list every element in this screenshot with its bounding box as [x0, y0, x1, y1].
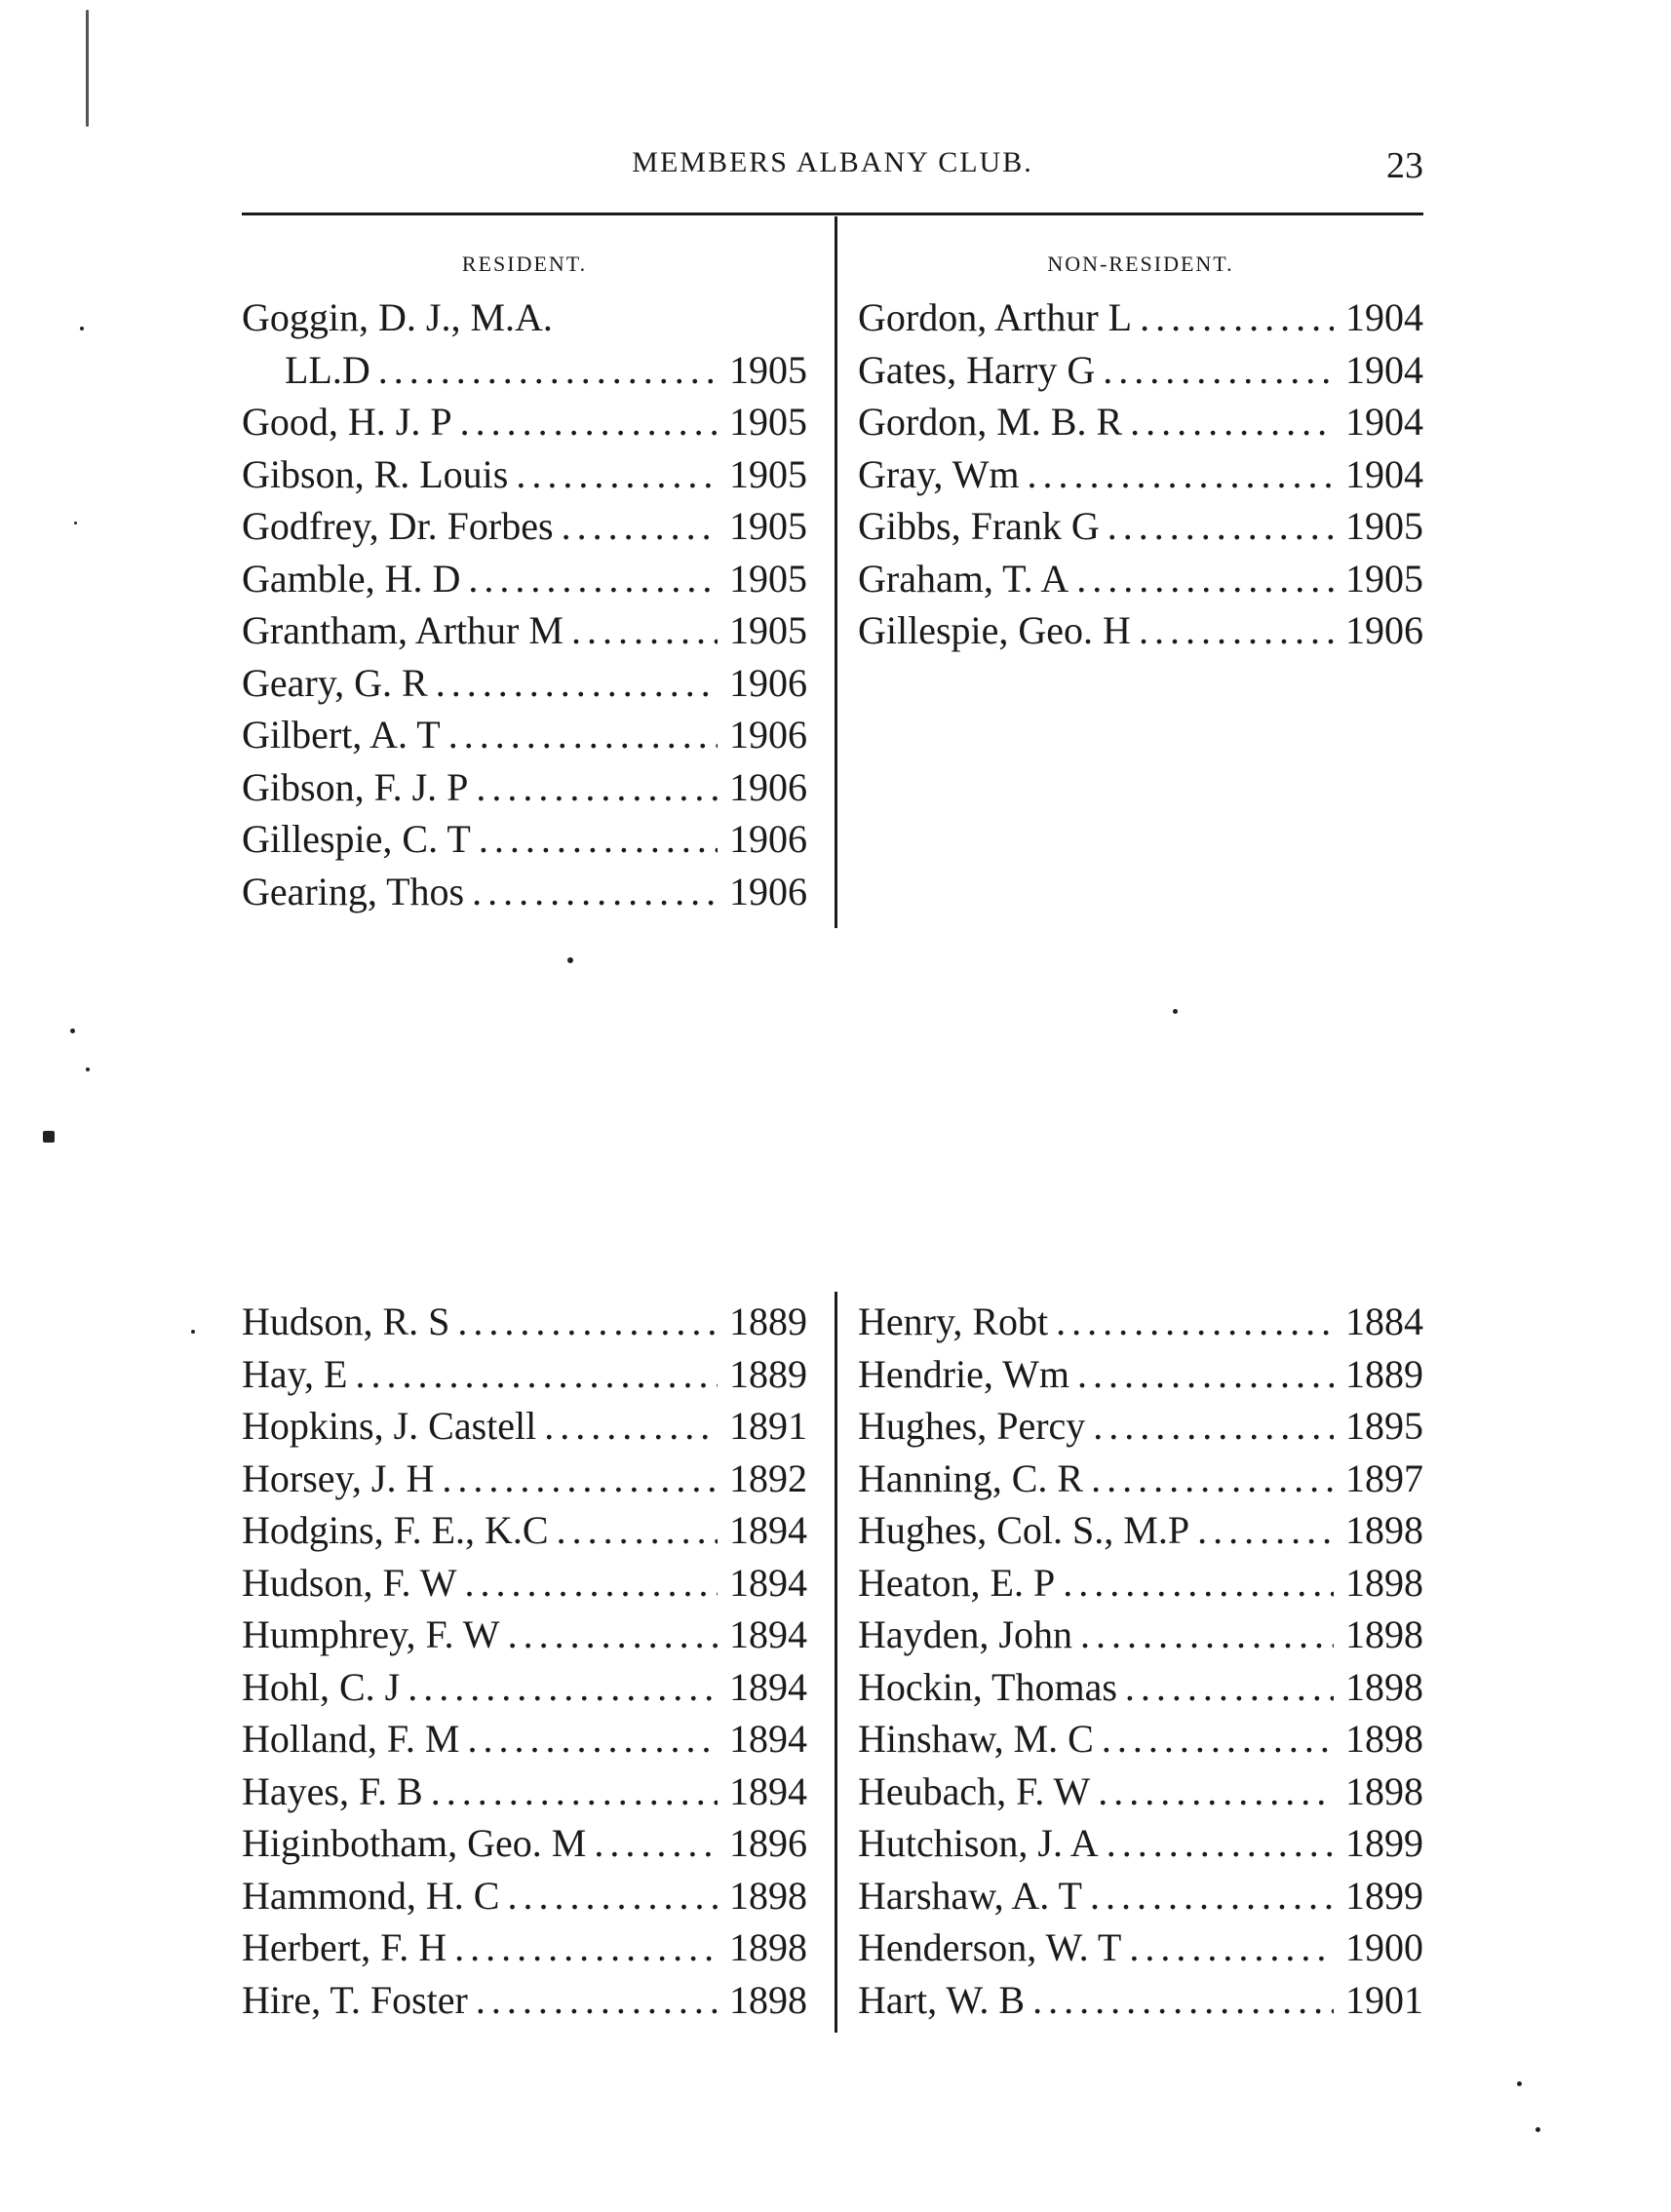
member-name: Gamble, H. D: [242, 556, 461, 601]
leader-dots: [1063, 1560, 1334, 1606]
leader-dots: [1056, 1299, 1334, 1344]
member-entry: [858, 1820, 1423, 1873]
member-entry: [858, 1299, 1423, 1351]
scan-speck: [70, 1028, 75, 1033]
member-name: Godfrey, Dr. Forbes: [242, 504, 554, 548]
leader-dots: [1093, 1403, 1334, 1449]
member-entry: [242, 1351, 807, 1404]
member-name: Gates, Harry G: [858, 347, 1096, 392]
member-name: Gilbert, A. T: [242, 713, 441, 757]
resident-h-list: [242, 1299, 807, 2029]
member-name: Gibbs, Frank G: [858, 504, 1100, 548]
leader-dots: [1090, 1873, 1334, 1919]
member-name: Gordon, M. B. R: [858, 400, 1123, 444]
member-entry: [242, 1716, 807, 1768]
resident-column-label: RESIDENT.: [461, 252, 588, 276]
member-name: Harshaw, A. T: [858, 1873, 1082, 1918]
leader-dots: [1103, 347, 1334, 393]
member-name: Hendrie, Wm: [858, 1351, 1069, 1396]
leader-dots: [460, 399, 718, 445]
scan-speck: [1173, 1009, 1178, 1014]
leader-dots: [1102, 1716, 1334, 1762]
member-entry: [858, 1977, 1423, 2030]
leader-dots: [1129, 1924, 1334, 1970]
member-year: 1891: [729, 1404, 807, 1448]
member-entry: [858, 556, 1423, 608]
member-year: 1904: [1345, 347, 1423, 392]
member-entry: [858, 503, 1423, 556]
member-name: Hughes, Col. S., M.P: [858, 1508, 1190, 1552]
leader-dots: [516, 451, 718, 497]
member-name: Hanning, C. R: [858, 1455, 1084, 1500]
member-year: 1905: [1345, 556, 1423, 601]
member-name: Hire, T. Foster: [242, 1977, 468, 2022]
scan-speck: [1535, 2127, 1540, 2132]
member-year: 1898: [1345, 1508, 1423, 1552]
member-name: Gordon, Arthur L: [858, 295, 1133, 339]
leader-dots: [507, 1873, 718, 1919]
member-entry: [242, 764, 807, 817]
member-year: 1894: [729, 1717, 807, 1761]
member-entry: [242, 399, 807, 451]
member-entry: [242, 660, 807, 713]
member-name: Gibson, F. J. P: [242, 764, 469, 809]
member-entry: [858, 1455, 1423, 1508]
member-year: 1898: [1345, 1717, 1423, 1761]
member-name: Hughes, Percy: [858, 1404, 1086, 1448]
leader-dots: [508, 1611, 718, 1657]
member-name: Hudson, R. S: [242, 1300, 450, 1343]
leader-dots: [1107, 1820, 1334, 1866]
member-year: 1898: [1345, 1612, 1423, 1656]
leader-dots: [557, 1507, 718, 1553]
leader-dots: [544, 1403, 718, 1449]
member-entry: [858, 1351, 1423, 1404]
member-entry: [858, 451, 1423, 504]
member-entry: [858, 347, 1423, 400]
member-year: 1896: [729, 1821, 807, 1865]
leader-dots: [1108, 503, 1334, 549]
non-resident-column-label: NON-RESIDENT.: [1047, 252, 1234, 276]
member-year: 1900: [1345, 1925, 1423, 1969]
page-number: 23: [1386, 145, 1423, 186]
member-name: Henry, Robt: [858, 1300, 1049, 1343]
member-entry: [858, 1664, 1423, 1717]
member-name: Good, H. J. P: [242, 400, 452, 444]
member-entry: [242, 556, 807, 608]
leader-dots: [465, 1560, 718, 1606]
member-entry: [858, 607, 1423, 660]
member-name: Hockin, Thomas: [858, 1664, 1117, 1709]
member-name: Heaton, E. P: [858, 1560, 1056, 1605]
member-name: LL.D: [285, 347, 370, 392]
member-year: 1905: [729, 347, 807, 392]
member-entry: [858, 294, 1423, 347]
leader-dots: [562, 503, 718, 549]
member-year: 1906: [729, 764, 807, 809]
member-year: 1904: [1345, 400, 1423, 444]
member-entry: [858, 1611, 1423, 1664]
member-year: 1904: [1345, 451, 1423, 496]
member-name: Hudson, F. W: [242, 1560, 457, 1605]
member-year: 1898: [1345, 1560, 1423, 1605]
member-entry: [858, 1716, 1423, 1768]
scan-speck: [567, 957, 573, 963]
member-entry: [242, 347, 807, 400]
leader-dots: [1032, 1977, 1334, 2023]
member-year: 1906: [729, 817, 807, 861]
member-entry: [858, 1560, 1423, 1612]
member-entry: [242, 1873, 807, 1925]
leader-dots: [476, 764, 718, 810]
leader-dots: [1076, 556, 1334, 602]
member-year: 1889: [1345, 1351, 1423, 1396]
member-year: 1901: [1345, 1977, 1423, 2022]
member-entry: [242, 869, 807, 921]
leader-dots: [1080, 1611, 1334, 1657]
member-name: Hohl, C. J: [242, 1664, 401, 1709]
non-resident-g-list: [858, 294, 1423, 660]
member-entry: [858, 1924, 1423, 1977]
member-year: 1905: [729, 504, 807, 548]
member-year: 1905: [1345, 504, 1423, 548]
member-entry: [858, 1403, 1423, 1455]
member-entry: [242, 1299, 807, 1351]
member-entry: [242, 1664, 807, 1717]
member-year: 1884: [1345, 1300, 1423, 1343]
member-year: 1894: [729, 1612, 807, 1656]
member-name: Hay, E: [242, 1351, 348, 1396]
member-year: 1894: [729, 1560, 807, 1605]
member-entry: [242, 607, 807, 660]
member-name: Holland, F. M: [242, 1717, 460, 1761]
member-entry: [242, 1977, 807, 2030]
leader-dots: [468, 556, 718, 602]
member-year: 1898: [729, 1977, 807, 2022]
member-year: 1905: [729, 400, 807, 444]
member-entry: [242, 503, 807, 556]
member-year: 1905: [729, 608, 807, 652]
leader-dots: [1139, 607, 1334, 653]
member-year: 1894: [729, 1664, 807, 1709]
member-entry: [858, 1768, 1423, 1821]
member-name: Gibson, R. Louis: [242, 451, 509, 496]
member-year: 1894: [729, 1508, 807, 1552]
member-entry: [242, 294, 807, 347]
leader-dots: [1091, 1455, 1334, 1501]
member-name: Grantham, Arthur M: [242, 608, 563, 652]
scan-mark: [86, 10, 89, 127]
leader-dots: [1028, 451, 1334, 497]
member-entry: [242, 451, 807, 504]
leader-dots: [378, 347, 718, 393]
member-entry: [242, 1403, 807, 1455]
member-year: 1906: [1345, 608, 1423, 652]
scan-speck: [80, 327, 84, 330]
member-name: Hutchison, J. A: [858, 1821, 1099, 1865]
resident-g-list: [242, 294, 807, 920]
member-year: 1898: [729, 1925, 807, 1969]
member-name: Higinbotham, Geo. M: [242, 1821, 587, 1865]
non-resident-h-list: [858, 1299, 1423, 2029]
member-year: 1905: [729, 451, 807, 496]
member-entry: [242, 1455, 807, 1508]
member-year: 1898: [1345, 1768, 1423, 1813]
member-year: 1892: [729, 1455, 807, 1500]
member-name: Gillespie, C. T: [242, 817, 471, 861]
member-entry: [242, 1768, 807, 1821]
scan-speck: [191, 1330, 195, 1334]
member-name: Hayes, F. B: [242, 1768, 423, 1813]
member-name: Gray, Wm: [858, 451, 1020, 496]
column-divider-bottom: [835, 1292, 837, 2033]
member-entry: [242, 1611, 807, 1664]
member-name: Graham, T. A: [858, 556, 1069, 601]
member-name: Hopkins, J. Castell: [242, 1404, 537, 1448]
member-year: 1897: [1345, 1455, 1423, 1500]
leader-dots: [467, 1716, 718, 1762]
leader-dots: [594, 1820, 718, 1866]
leader-dots: [454, 1924, 718, 1970]
leader-dots: [1125, 1664, 1334, 1710]
leader-dots: [1197, 1507, 1334, 1553]
member-year: 1906: [729, 713, 807, 757]
member-entry: [242, 1507, 807, 1560]
member-entry: [242, 1820, 807, 1873]
member-name: Horsey, J. H: [242, 1455, 435, 1500]
member-name: Hinshaw, M. C: [858, 1717, 1094, 1761]
member-entry: [242, 816, 807, 869]
column-divider-top: [835, 216, 837, 928]
leader-dots: [476, 1977, 718, 2023]
member-name: Herbert, F. H: [242, 1925, 447, 1969]
leader-dots: [479, 816, 718, 862]
member-year: 1906: [729, 660, 807, 705]
member-entry: [858, 1507, 1423, 1560]
leader-dots: [431, 1768, 718, 1814]
member-name: Hammond, H. C: [242, 1873, 500, 1918]
member-year: 1899: [1345, 1821, 1423, 1865]
member-year: 1904: [1345, 295, 1423, 339]
member-name: Henderson, W. T: [858, 1925, 1122, 1969]
member-year: 1895: [1345, 1404, 1423, 1448]
member-name: Gearing, Thos: [242, 869, 465, 913]
page-header: [242, 146, 1423, 195]
leader-dots: [1140, 294, 1334, 340]
member-entry: [858, 1873, 1423, 1925]
scan-speck: [1517, 2081, 1522, 2086]
member-name: Gillespie, Geo. H: [858, 608, 1131, 652]
leader-dots: [1077, 1351, 1334, 1397]
member-name: Geary, G. R: [242, 660, 428, 705]
running-title: MEMBERS ALBANY CLUB.: [632, 146, 1033, 178]
leader-dots: [448, 712, 718, 757]
member-name: Goggin, D. J., M.A.: [242, 295, 553, 339]
member-year: 1905: [729, 556, 807, 601]
member-year: 1889: [729, 1351, 807, 1396]
leader-dots: [472, 869, 718, 914]
leader-dots: [1098, 1768, 1334, 1814]
leader-dots: [355, 1351, 718, 1397]
leader-dots: [1130, 399, 1334, 445]
leader-dots: [408, 1664, 718, 1710]
member-year: 1889: [729, 1300, 807, 1343]
member-year: 1894: [729, 1768, 807, 1813]
leader-dots: [442, 1455, 718, 1501]
leader-dots: [571, 607, 718, 653]
leader-dots: [436, 660, 718, 706]
scan-speck: [86, 1067, 90, 1071]
scan-mark: [43, 1131, 55, 1143]
member-entry: [858, 399, 1423, 451]
member-name: Hayden, John: [858, 1612, 1072, 1656]
member-entry: [242, 712, 807, 764]
leader-dots: [457, 1299, 718, 1344]
member-year: 1906: [729, 869, 807, 913]
member-name: Hodgins, F. E., K.C: [242, 1508, 549, 1552]
scan-speck: [74, 522, 77, 524]
member-name: Hart, W. B: [858, 1977, 1026, 2022]
member-name: Heubach, F. W: [858, 1768, 1091, 1813]
member-name: Humphrey, F. W: [242, 1612, 500, 1656]
member-entry: [242, 1924, 807, 1977]
header-rule: [242, 213, 1423, 215]
member-entry: [242, 1560, 807, 1612]
member-year: 1899: [1345, 1873, 1423, 1918]
member-year: 1898: [729, 1873, 807, 1918]
member-year: 1898: [1345, 1664, 1423, 1709]
